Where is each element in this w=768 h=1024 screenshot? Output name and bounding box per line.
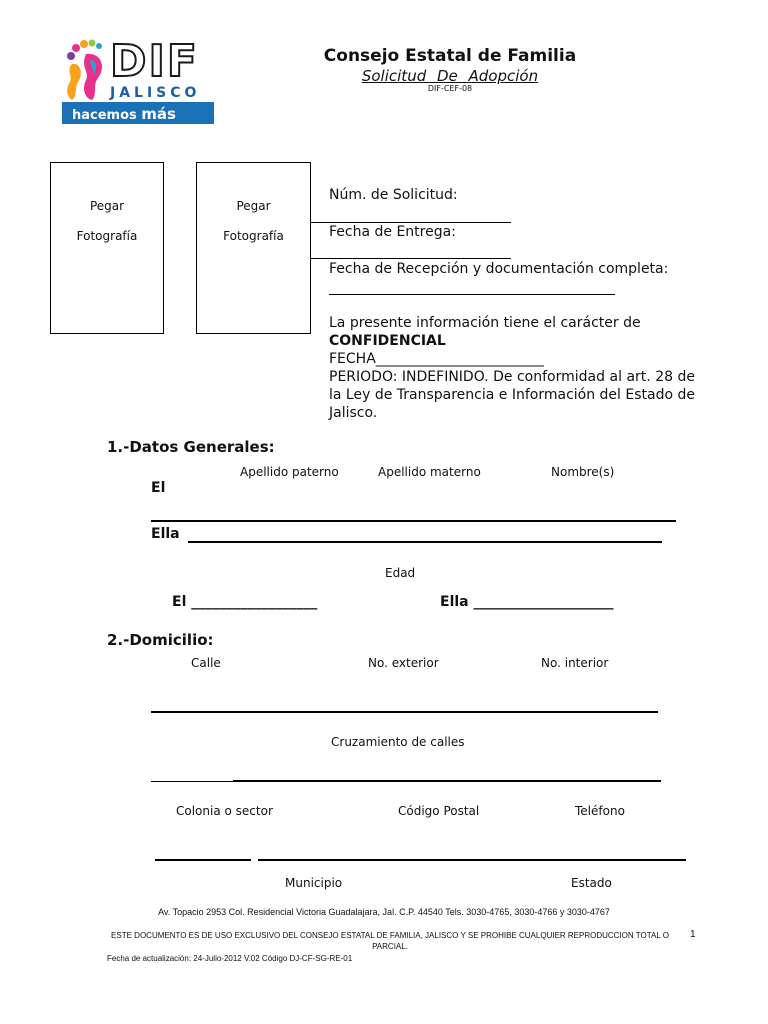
footer-disclaimer: ESTE DOCUMENTO ES DE USO EXCLUSIVO DEL CONSEJO ESTATAL DE FAMILIA, JALISCO Y SE PROHIBE CUALQUIER REPRODUCCION TOTAL O PARCIAL. bbox=[111, 931, 669, 951]
request-number-label: Núm. de Solicitud: bbox=[329, 187, 458, 203]
delivery-date-line[interactable] bbox=[310, 258, 511, 259]
confidential-keyword: CONFIDENCIAL bbox=[329, 333, 446, 349]
photo-box-1 bbox=[50, 162, 164, 334]
age-him-text: El __________________ bbox=[172, 594, 318, 610]
delivery-date-label: Fecha de Entrega: bbox=[329, 224, 456, 240]
section-address-title: 2.-Domicilio: bbox=[107, 631, 214, 649]
neighborhood-line[interactable] bbox=[155, 859, 251, 861]
footer-update-date: Fecha de actualización: 24-Julio-2012 V.02 Código DJ-CF-SG-RE-01 bbox=[107, 954, 353, 963]
dif-jalisco-logo bbox=[62, 38, 214, 124]
interior-number-label: No. interior bbox=[541, 656, 609, 670]
document-title: Consejo Estatal de Familia bbox=[323, 46, 577, 66]
cross-streets-line-short[interactable] bbox=[151, 781, 233, 782]
street-line[interactable] bbox=[151, 711, 658, 713]
document-subtitle: Solicitud De Adopción bbox=[361, 67, 539, 85]
her-label: Ella bbox=[151, 526, 180, 542]
street-label: Calle bbox=[191, 656, 221, 670]
page-number: 1 bbox=[690, 929, 696, 940]
logo-tagline-emphasis: más bbox=[141, 105, 176, 123]
footprints-icon bbox=[62, 38, 112, 102]
col-maternal-surname: Apellido materno bbox=[378, 465, 481, 479]
photo-box-label: Pegar bbox=[89, 199, 125, 213]
confidential-period: PERIODO: INDEFINIDO. De conformidad al art. 28 de la Ley de Transparencia e Información del Estado de Jalisco. bbox=[329, 369, 695, 421]
reception-date-label: Fecha de Recepción y documentación completa: bbox=[329, 261, 669, 277]
logo-dif-text: DIF bbox=[110, 36, 199, 87]
request-number-line[interactable] bbox=[310, 222, 511, 223]
age-her-field[interactable] bbox=[440, 594, 613, 610]
confidential-intro: La presente información tiene el carácter de bbox=[329, 315, 641, 331]
photo-box-label: Fotografía bbox=[223, 229, 284, 243]
age-him-field[interactable] bbox=[172, 594, 317, 610]
cross-streets-label: Cruzamiento de calles bbox=[331, 735, 465, 749]
postal-code-label: Código Postal bbox=[398, 804, 480, 818]
logo-jalisco-text: JALISCO bbox=[110, 85, 201, 101]
age-her-text: Ella ____________________ bbox=[440, 594, 614, 610]
section-general-data-title: 1.-Datos Generales: bbox=[107, 438, 275, 456]
col-names: Nombre(s) bbox=[551, 465, 615, 479]
age-label: Edad bbox=[385, 566, 416, 580]
phone-label: Teléfono bbox=[575, 804, 625, 818]
logo-tagline bbox=[72, 105, 176, 123]
him-name-line[interactable] bbox=[151, 520, 676, 522]
cross-streets-line[interactable] bbox=[233, 780, 661, 782]
logo-tagline-word: hacemos bbox=[72, 108, 137, 123]
reception-date-line[interactable] bbox=[329, 294, 615, 295]
municipality-label: Municipio bbox=[285, 876, 343, 890]
him-label: El bbox=[151, 480, 166, 496]
postal-phone-line[interactable] bbox=[258, 859, 686, 861]
col-paternal-surname: Apellido paterno bbox=[240, 465, 339, 479]
photo-box-label: Pegar bbox=[236, 199, 271, 213]
photo-box-label: Fotografía bbox=[76, 229, 138, 243]
document-code: DIF-CEF-08 bbox=[427, 84, 473, 93]
confidential-notice bbox=[329, 314, 695, 422]
her-name-line[interactable] bbox=[188, 541, 662, 543]
footer-address: Av. Topacio 2953 Col. Residencial Victoria Guadalajara, Jal. C.P. 44540 Tels. 3030-4765, 3030-4766 y 3030-4767 bbox=[158, 907, 610, 917]
photo-box-2 bbox=[196, 162, 311, 334]
confidential-date: FECHA________________________ bbox=[329, 351, 544, 367]
neighborhood-label: Colonia o sector bbox=[176, 804, 273, 818]
exterior-number-label: No. exterior bbox=[368, 656, 439, 670]
state-label: Estado bbox=[571, 876, 612, 890]
